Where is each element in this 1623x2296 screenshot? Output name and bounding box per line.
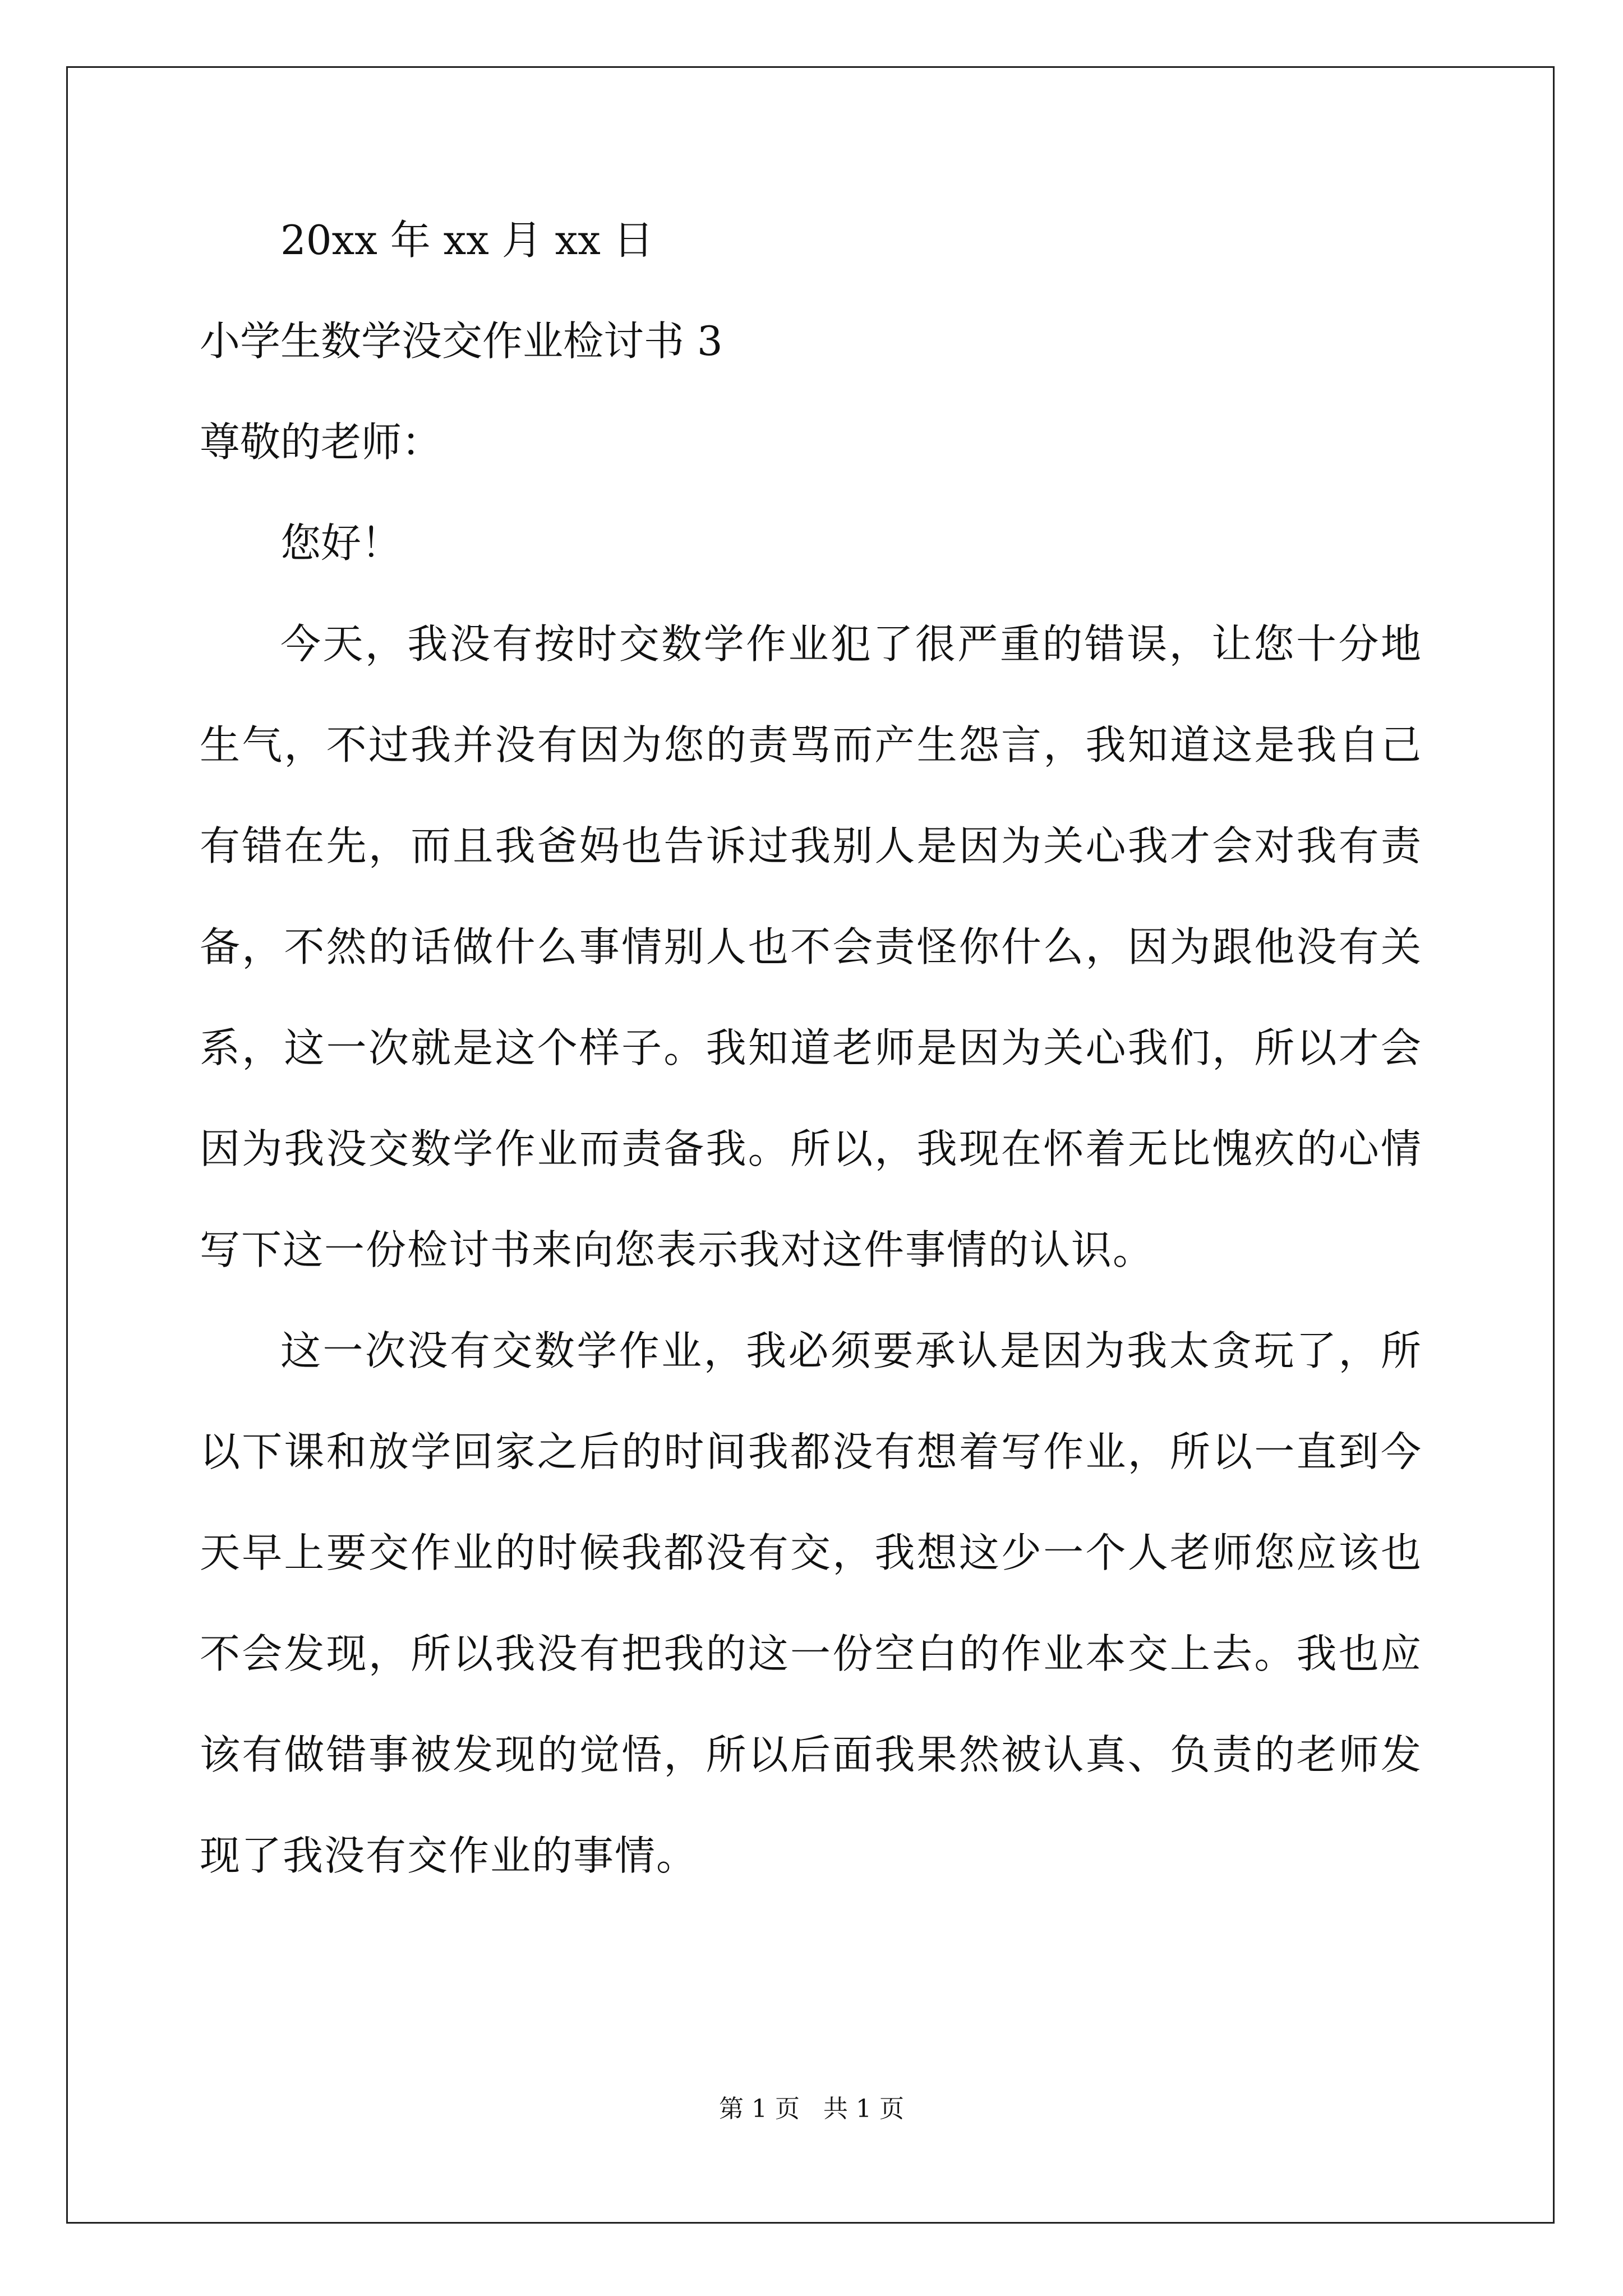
- paragraph-2: 这一次没有交数学作业，我必须要承认是因为我太贪玩了，所以下课和放学回家之后的时间我都没有想着写作业，所以一直到今天早上要交作业的时候我都没有交，我想这少一个人老师您应该也不会发现，所以我没有把我的这一份空白的作业本交上去。我也应该有做错事被发现的觉悟，所以后面我果然被认真、负责的老师发现了我没有交作业的事情。: [200, 1327, 1422, 1879]
- page-number: 第 1 页: [719, 2095, 800, 2123]
- document-title: 小学生数学没交作业检讨书 3: [200, 318, 723, 365]
- date-line: 20xx 年 xx 月 xx 日: [280, 217, 654, 264]
- page-total: 共 1 页: [823, 2095, 904, 2123]
- document-body: [200, 213, 1422, 1930]
- page-footer: [0, 2092, 1623, 2126]
- greeting: 您好！: [280, 519, 402, 567]
- salutation: 尊敬的老师：: [200, 418, 442, 466]
- paragraph-1: 今天，我没有按时交数学作业犯了很严重的错误，让您十分地生气，不过我并没有因为您的责骂而产生怨言，我知道这是我自己有错在先，而且我爸妈也告诉过我别人是因为关心我才会对我有责备，不然的话做什么事情别人也不会责怪你什么，因为跟他没有关系，这一次就是这个样子。我知道老师是因为关心我们，所以才会因为我没交数学作业而责备我。所以，我现在怀着无比愧疚的心情写下这一份检讨书来向您表示我对这件事情的认识。: [200, 620, 1422, 1273]
